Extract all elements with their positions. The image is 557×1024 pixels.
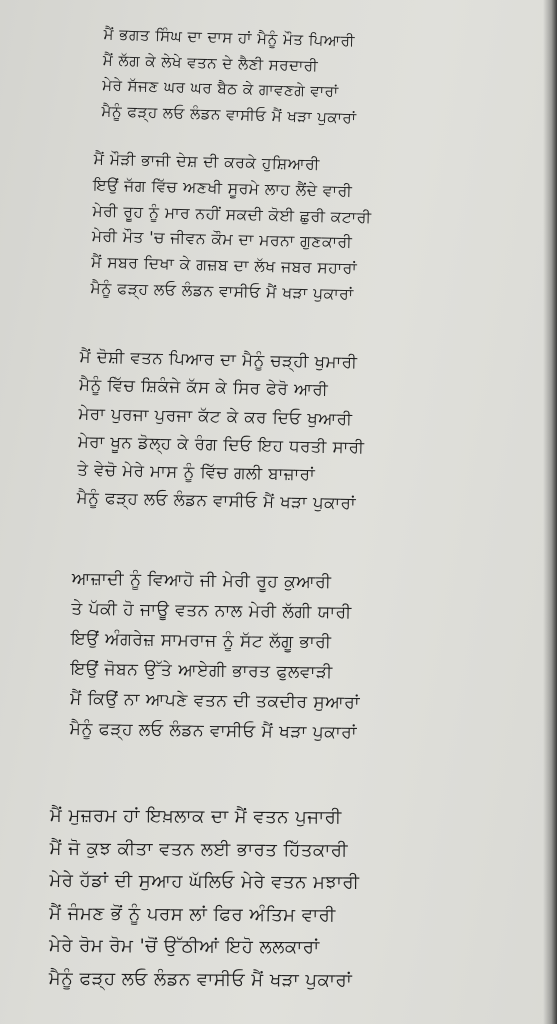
verse-line: ਮੈਂ ਜੋ ਕੁਝ ਕੀਤਾ ਵਤਨ ਲਈ ਭਾਰਤ ਹਿੱਤਕਾਰੀ [49,837,348,861]
verse-line: ਮੈਂ ਮੁਜ਼ਰਮ ਹਾਂ ਇਖ਼ਲਾਕ ਦਾ ਮੈਂ ਵਤਨ ਪੁਜਾਰੀ [49,804,342,829]
verse-line: ਮੈਂ ਜੰਮਣ ਭੋਂ ਨੂੰ ਪਰਸ ਲਾਂ ਫਿਰ ਅੰਤਿਮ ਵਾਰੀ [49,902,336,926]
stanza-5 [49,800,360,997]
refrain-line: ਮੈਨੂੰ ਫੜ੍ਹ ਲਓ ਲੰਡਨ ਵਾਸੀਓ ਮੈਂ ਖੜਾ ਪੁਕਾਰਾਂ [101,101,357,127]
refrain-line: ਮੈਨੂੰ ਫੜ੍ਹ ਲਓ ਲੰਡਨ ਵਾਸੀਓ ਮੈਂ ਖੜਾ ਪੁਕਾਰਾਂ [76,488,357,514]
verse-line: ਮੈਂ ਮੌੜੀ ਭਾਜੀ ਦੇਸ਼ ਦੀ ਕਰਕੇ ਹੁਸ਼ਿਆਰੀ [93,149,321,174]
verse-line: ਮੈਂ ਸਬਰ ਦਿਖਾ ਕੇ ਗਜ਼ਬ ਦਾ ਲੱਖ ਜਬਰ ਸਹਾਰਾਂ [90,253,358,278]
stanza-4 [69,564,361,748]
verse-line: ਆਜ਼ਾਦੀ ਨੂੰ ਵਿਆਹੋ ਜੀ ਮੇਰੀ ਰੂਹ ਕੁਆਰੀ [71,568,332,593]
stanza-3 [76,343,366,519]
verse-line: ਮੈਂ ਲੱਗ ਕੇ ਲੇਖੇ ਵਤਨ ਦੇ ਲੈਣੀ ਸਰਦਾਰੀ [102,50,319,75]
verse-line: ਤੇ ਵੇਚੋ ਮੇਰੇ ਮਾਸ ਨੂੰ ਵਿੱਚ ਗਲੀ ਬਾਜ਼ਾਰਾਂ [77,460,316,485]
verse-line: ਮੇਰਾ ਖੂਨ ਡੋਲ੍ਹ ਕੇ ਰੰਗ ਦਿਓ ਇਹ ਧਰਤੀ ਸਾਰੀ [77,431,365,457]
verse-line: ਮੈਂ ਦੋਸ਼ੀ ਵਤਨ ਪਿਆਰ ਦਾ ਮੈਨੂੰ ਚੜ੍ਹੀ ਖੁਮਾਰੀ [79,346,358,372]
verse-line: ਮੈਂ ਕਿਉਂ ਨਾ ਆਪਣੇ ਵਤਨ ਦੀ ਤਕਦੀਰ ਸੁਆਰਾਂ [69,688,361,714]
page-edge-shadow [543,0,557,1024]
refrain-line: ਮੈਨੂੰ ਫੜ੍ਹ ਲਓ ਲੰਡਨ ਵਾਸੀਓ ਮੈਂ ਖੜਾ ਪੁਕਾਰਾਂ [69,718,358,743]
verse-line: ਮੇਰੇ ਰੋਮ ਰੋਮ 'ਚੋਂ ਉੱਠੀਆਂ ਇਹੋ ਲਲਕਾਰਾਂ [48,934,320,958]
stanza-1 [101,22,359,131]
verse-line: ਇਉਂ ਜੱਗ ਵਿੱਚ ਅਣਖੀ ਸੂਰਮੇ ਲਾਹ ਲੈਂਦੇ ਵਾਰੀ [92,175,353,201]
refrain-line: ਮੈਨੂੰ ਫੜ੍ਹ ਲਓ ਲੰਡਨ ਵਾਸੀਓ ਮੈਂ ਖੜਾ ਪੁਕਾਰਾਂ [90,278,354,304]
verse-line: ਮੇਰੇ ਸੱਜਣ ਘਰ ਘਰ ਬੈਠ ਕੇ ਗਾਵਣਗੇ ਵਾਰਾਂ [101,75,339,101]
stanza-2 [90,147,373,309]
refrain-line: ਮੈਨੂੰ ਫੜ੍ਹ ਲਓ ਲੰਡਨ ਵਾਸੀਓ ਮੈਂ ਖੜਾ ਪੁਕਾਰਾਂ [48,967,353,991]
verse-line: ਮੈਂ ਭਗਤ ਸਿੰਘ ਦਾ ਦਾਸ ਹਾਂ ਮੈਨੂੰ ਮੌਤ ਪਿਆਰੀ [103,24,356,51]
verse-line: ਤੇ ਪੱਕੀ ਹੋ ਜਾਊ ਵਤਨ ਨਾਲ ਮੇਰੀ ਲੱਗੀ ਯਾਰੀ [71,598,352,623]
verse-line: ਮੇਰੀ ਰੂਹ ਨੂੰ ਮਾਰ ਨਹੀਂ ਸਕਦੀ ਕੋਈ ਛੁਰੀ ਕਟਾਰੀ [92,201,372,227]
verse-line: ਇਉਂ ਜੋਬਨ ਉੱਤੇ ਆਏਗੀ ਭਾਰਤ ਫੁਲਵਾੜੀ [70,658,333,683]
verse-line: ਮੈਨੂੰ ਵਿੱਚ ਸ਼ਿਕੰਜੇ ਕੱਸ ਕੇ ਸਿਰ ਫੇਰੋ ਆਰੀ [78,375,329,400]
verse-line: ਮੇਰੀ ਮੌਤ 'ਚ ਜੀਵਨ ਕੌਮ ਦਾ ਮਰਨਾ ਗੁਣਕਾਰੀ [91,227,353,252]
verse-line: ਮੇਰੇ ਹੱਡਾਂ ਦੀ ਸੁਆਹ ਘੱਲਿਓ ਮੇਰੇ ਵਤਨ ਮਝਾਰੀ [49,869,360,894]
verse-line: ਮੇਰਾ ਪੁਰਜਾ ਪੁਰਜਾ ਕੱਟ ਕੇ ਕਰ ਦਿਓ ਖੁਆਰੀ [78,403,353,429]
verse-line: ਇਉਂ ਅੰਗਰੇਜ਼ ਸਾਮਰਾਜ ਨੂੰ ਸੱਟ ਲੱਗੂ ਭਾਰੀ [70,628,332,653]
